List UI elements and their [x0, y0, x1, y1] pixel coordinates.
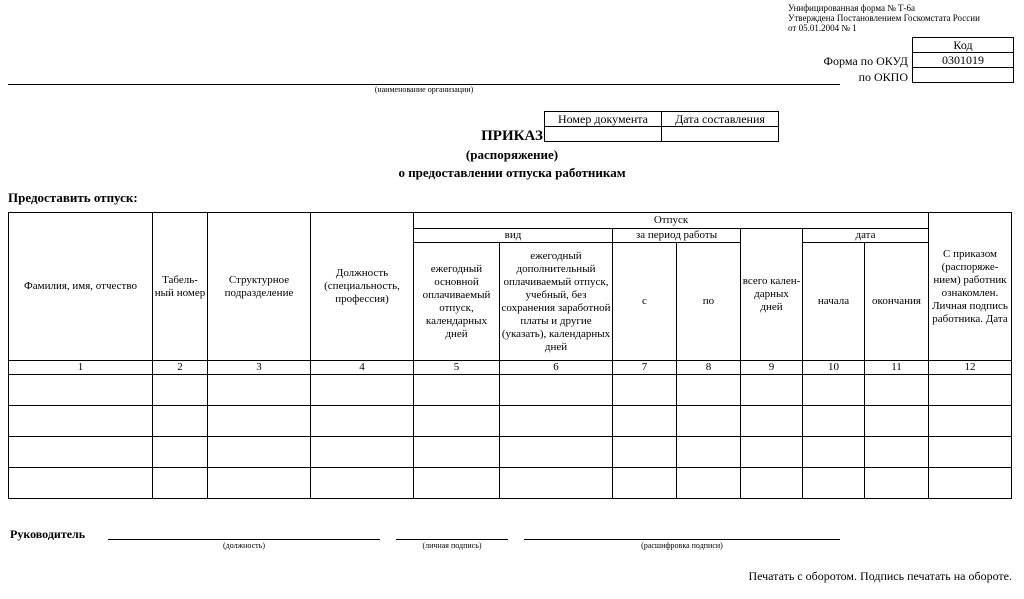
table-cell[interactable] [865, 437, 929, 468]
okud-value[interactable]: 0301019 [913, 53, 1014, 68]
header-total-days: всего кален-дарных дней [741, 229, 803, 361]
column-number: 1 [9, 361, 153, 375]
column-number: 9 [741, 361, 803, 375]
table-cell[interactable] [414, 406, 500, 437]
header-period-from: с [613, 243, 677, 361]
table-cell[interactable] [414, 468, 500, 499]
order-title: ПРИКАЗ [481, 128, 543, 144]
header-fio: Фамилия, имя, отчество [9, 213, 153, 361]
table-cell[interactable] [865, 468, 929, 499]
header-leave: Отпуск [414, 213, 929, 229]
manager-position-line[interactable] [108, 539, 380, 540]
okpo-value[interactable] [913, 68, 1014, 83]
table-cell[interactable] [677, 375, 741, 406]
table-cell[interactable] [865, 375, 929, 406]
header-additional-leave: ежегодный дополнительный оплачиваемый отпуск, учебный, без сохранения заработной платы и другие (указать), календарных дней [500, 243, 613, 361]
table-cell[interactable] [803, 406, 865, 437]
table-cell[interactable] [208, 375, 311, 406]
form-approval: Утверждена Постановлением Госкомстата России [788, 13, 980, 23]
table-cell[interactable] [929, 468, 1012, 499]
order-description: о предоставлении отпуска работникам [398, 165, 626, 180]
doc-number-header: Номер документа [545, 112, 662, 127]
manager-position-caption: (должность) [223, 541, 265, 550]
column-number: 12 [929, 361, 1012, 375]
table-cell[interactable] [613, 375, 677, 406]
table-cell[interactable] [613, 468, 677, 499]
manager-decode-line[interactable] [524, 539, 840, 540]
table-cell[interactable] [741, 437, 803, 468]
table-cell[interactable] [803, 437, 865, 468]
table-cell[interactable] [208, 437, 311, 468]
table-row [9, 437, 1012, 468]
codes-table [912, 37, 1014, 83]
table-row [9, 375, 1012, 406]
table-cell[interactable] [414, 437, 500, 468]
table-cell[interactable] [9, 468, 153, 499]
form-header [788, 3, 1022, 33]
okud-label: Форма по ОКУД [823, 54, 908, 68]
manager-label: Руководитель [10, 527, 86, 541]
table-cell[interactable] [153, 406, 208, 437]
column-number: 4 [311, 361, 414, 375]
table-cell[interactable] [500, 375, 613, 406]
table-cell[interactable] [153, 437, 208, 468]
table-cell[interactable] [208, 406, 311, 437]
table-cell[interactable] [9, 406, 153, 437]
table-cell[interactable] [613, 437, 677, 468]
doc-date-field[interactable] [662, 127, 779, 142]
table-cell[interactable] [741, 375, 803, 406]
table-cell[interactable] [929, 406, 1012, 437]
table-cell[interactable] [9, 437, 153, 468]
column-number: 10 [803, 361, 865, 375]
table-cell[interactable] [741, 468, 803, 499]
table-cell[interactable] [500, 468, 613, 499]
column-number: 11 [865, 361, 929, 375]
table-cell[interactable] [208, 468, 311, 499]
table-cell[interactable] [9, 375, 153, 406]
table-cell[interactable] [677, 437, 741, 468]
table-row [9, 406, 1012, 437]
header-date: дата [803, 229, 929, 243]
table-cell[interactable] [865, 406, 929, 437]
header-department: Структурное подразделение [208, 213, 311, 361]
table-cell[interactable] [741, 406, 803, 437]
header-tab-number: Табель-ный номер [153, 213, 208, 361]
column-number: 5 [414, 361, 500, 375]
header-date-end: окончания [865, 243, 929, 361]
column-number: 3 [208, 361, 311, 375]
column-number: 8 [677, 361, 741, 375]
manager-decode-caption: (расшифровка подписи) [641, 541, 723, 550]
table-cell[interactable] [803, 468, 865, 499]
header-date-start: начала [803, 243, 865, 361]
table-cell[interactable] [613, 406, 677, 437]
column-number: 6 [500, 361, 613, 375]
table-cell[interactable] [929, 375, 1012, 406]
manager-signature-caption: (личная подпись) [422, 541, 482, 550]
footer-note: Печатать с оборотом. Подпись печатать на обороте. [748, 569, 1012, 583]
form-approval-date: от 05.01.2004 № 1 [788, 23, 857, 33]
header-work-period: за период работы [613, 229, 741, 243]
table-cell[interactable] [677, 468, 741, 499]
header-annual-leave: ежегодный основной оплачиваемый отпуск, календарных дней [414, 243, 500, 361]
okpo-label: по ОКПО [858, 70, 908, 84]
table-row [9, 468, 1012, 499]
form-name: Унифицированная форма № Т-6а [788, 3, 916, 13]
table-cell[interactable] [153, 375, 208, 406]
table-cell[interactable] [929, 437, 1012, 468]
table-cell[interactable] [311, 375, 414, 406]
codes-title: Код [913, 38, 1014, 53]
table-cell[interactable] [311, 406, 414, 437]
table-cell[interactable] [677, 406, 741, 437]
header-period-to: по [677, 243, 741, 361]
section-label: Предоставить отпуск: [8, 190, 138, 205]
table-cell[interactable] [803, 375, 865, 406]
table-cell[interactable] [153, 468, 208, 499]
order-subtitle: (распоряжение) [465, 147, 559, 162]
manager-signature-line[interactable] [396, 539, 508, 540]
organization-caption: (наименование организации) [374, 85, 474, 94]
column-number: 7 [613, 361, 677, 375]
header-kind: вид [414, 229, 613, 243]
table-cell[interactable] [414, 375, 500, 406]
header-acknowledgement: С приказом (распоряже-нием) работник ознакомлен. Личная подпись работника. Дата [929, 213, 1012, 361]
leave-table [8, 212, 1012, 499]
column-number: 2 [153, 361, 208, 375]
header-position: Должность (специальность, профессия) [311, 213, 414, 361]
table-cell[interactable] [311, 437, 414, 468]
table-cell[interactable] [500, 437, 613, 468]
table-cell[interactable] [311, 468, 414, 499]
doc-date-header: Дата составления [662, 112, 779, 127]
table-cell[interactable] [500, 406, 613, 437]
